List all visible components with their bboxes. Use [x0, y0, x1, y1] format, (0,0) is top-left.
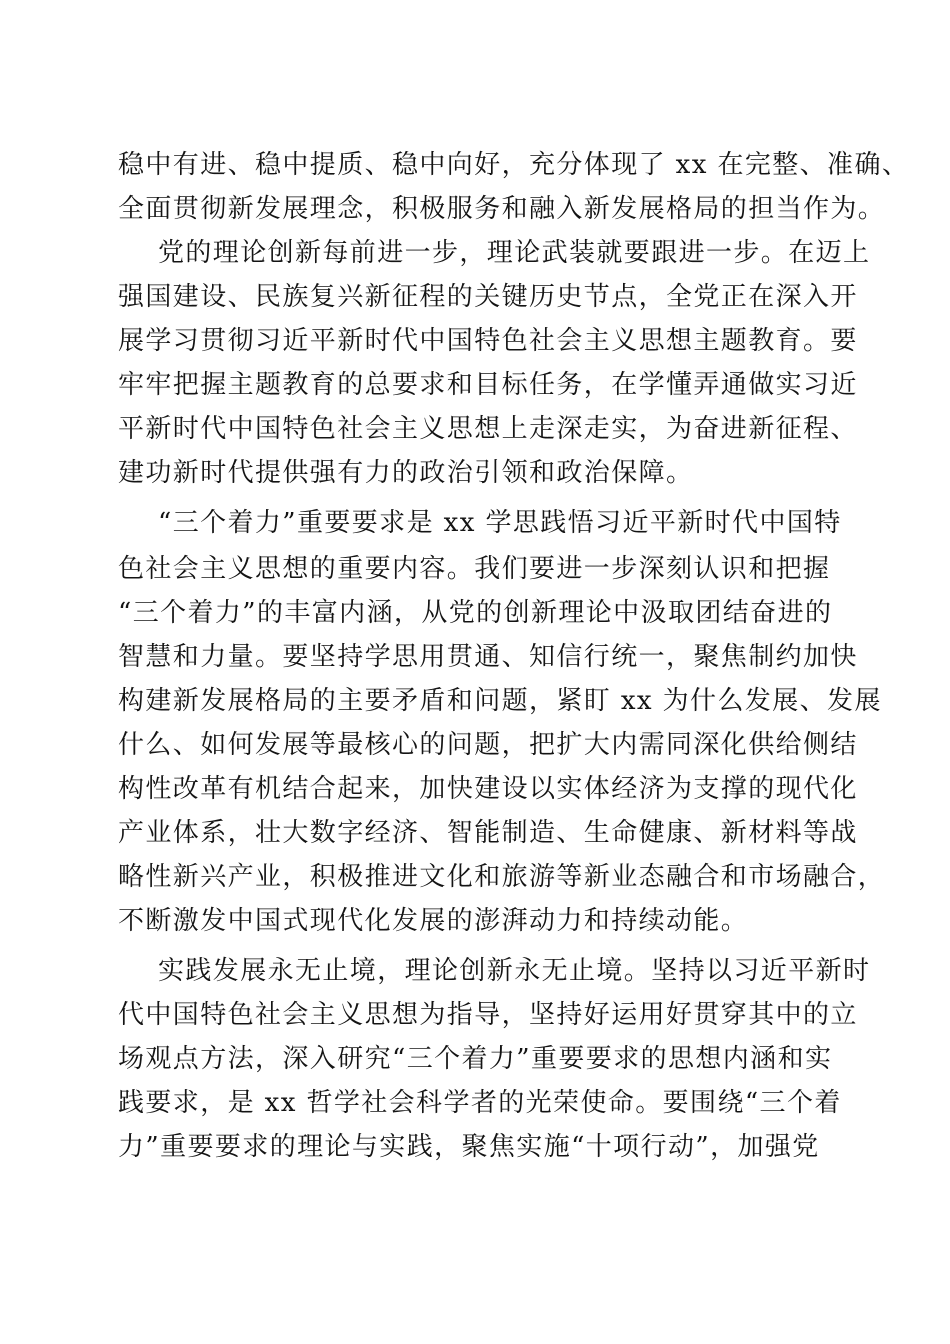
text-line: 牢牢把握主题教育的总要求和目标任务，在学懂弄通做实习近	[118, 370, 858, 400]
text-line: 展学习贯彻习近平新时代中国特色社会主义思想主题教育。要	[118, 326, 858, 356]
text-line: 什么、如何发展等最核心的问题，把扩大内需同深化供给侧结	[118, 730, 858, 760]
text-line: 践要求，是 xx 哲学社会科学者的光荣使命。要围绕“三个着	[118, 1088, 842, 1118]
text-line: 建功新时代提供强有力的政治引领和政治保障。	[118, 458, 694, 488]
text-line: 智慧和力量。要坚持学思用贯通、知信行统一，聚焦制约加快	[118, 642, 858, 672]
text-line: 不断激发中国式现代化发展的澎湃动力和持续动能。	[118, 906, 749, 936]
text-line: 略性新兴产业，积极推进文化和旅游等新业态融合和市场融合，	[118, 862, 886, 892]
text-line: “三个着力”的丰富内涵，从党的创新理论中汲取团结奋进的	[118, 598, 833, 628]
text-line: 色社会主义思想的重要内容。我们要进一步深刻认识和把握	[118, 554, 831, 584]
paragraph-first-line: 党的理论创新每前进一步，理论武装就要跟进一步。在迈上	[158, 238, 871, 268]
text-line: 场观点方法，深入研究“三个着力”重要要求的思想内涵和实	[118, 1044, 833, 1074]
paragraph-first-line: 实践发展永无止境，理论创新永无止境。坚持以习近平新时	[158, 956, 871, 986]
text-line: 构性改革有机结合起来，加快建设以实体经济为支撑的现代化	[118, 774, 858, 804]
text-line: 稳中有进、稳中提质、稳中向好，充分体现了 xx 在完整、准确、	[118, 150, 910, 180]
text-line: 力”重要要求的理论与实践，聚焦实施“十项行动”，加强党	[118, 1132, 820, 1162]
text-line: 构建新发展格局的主要矛盾和问题，紧盯 xx 为什么发展、发展	[118, 686, 882, 716]
paragraph-first-line: “三个着力”重要要求是 xx 学思践悟习近平新时代中国特	[158, 508, 842, 538]
text-line: 代中国特色社会主义思想为指导，坚持好运用好贯穿其中的立	[118, 1000, 858, 1030]
text-line: 全面贯彻新发展理念，积极服务和融入新发展格局的担当作为。	[118, 194, 886, 224]
text-line: 平新时代中国特色社会主义思想上走深走实，为奋进新征程、	[118, 414, 858, 444]
text-line: 产业体系，壮大数字经济、智能制造、生命健康、新材料等战	[118, 818, 858, 848]
text-line: 强国建设、民族复兴新征程的关键历史节点，全党正在深入开	[118, 282, 858, 312]
